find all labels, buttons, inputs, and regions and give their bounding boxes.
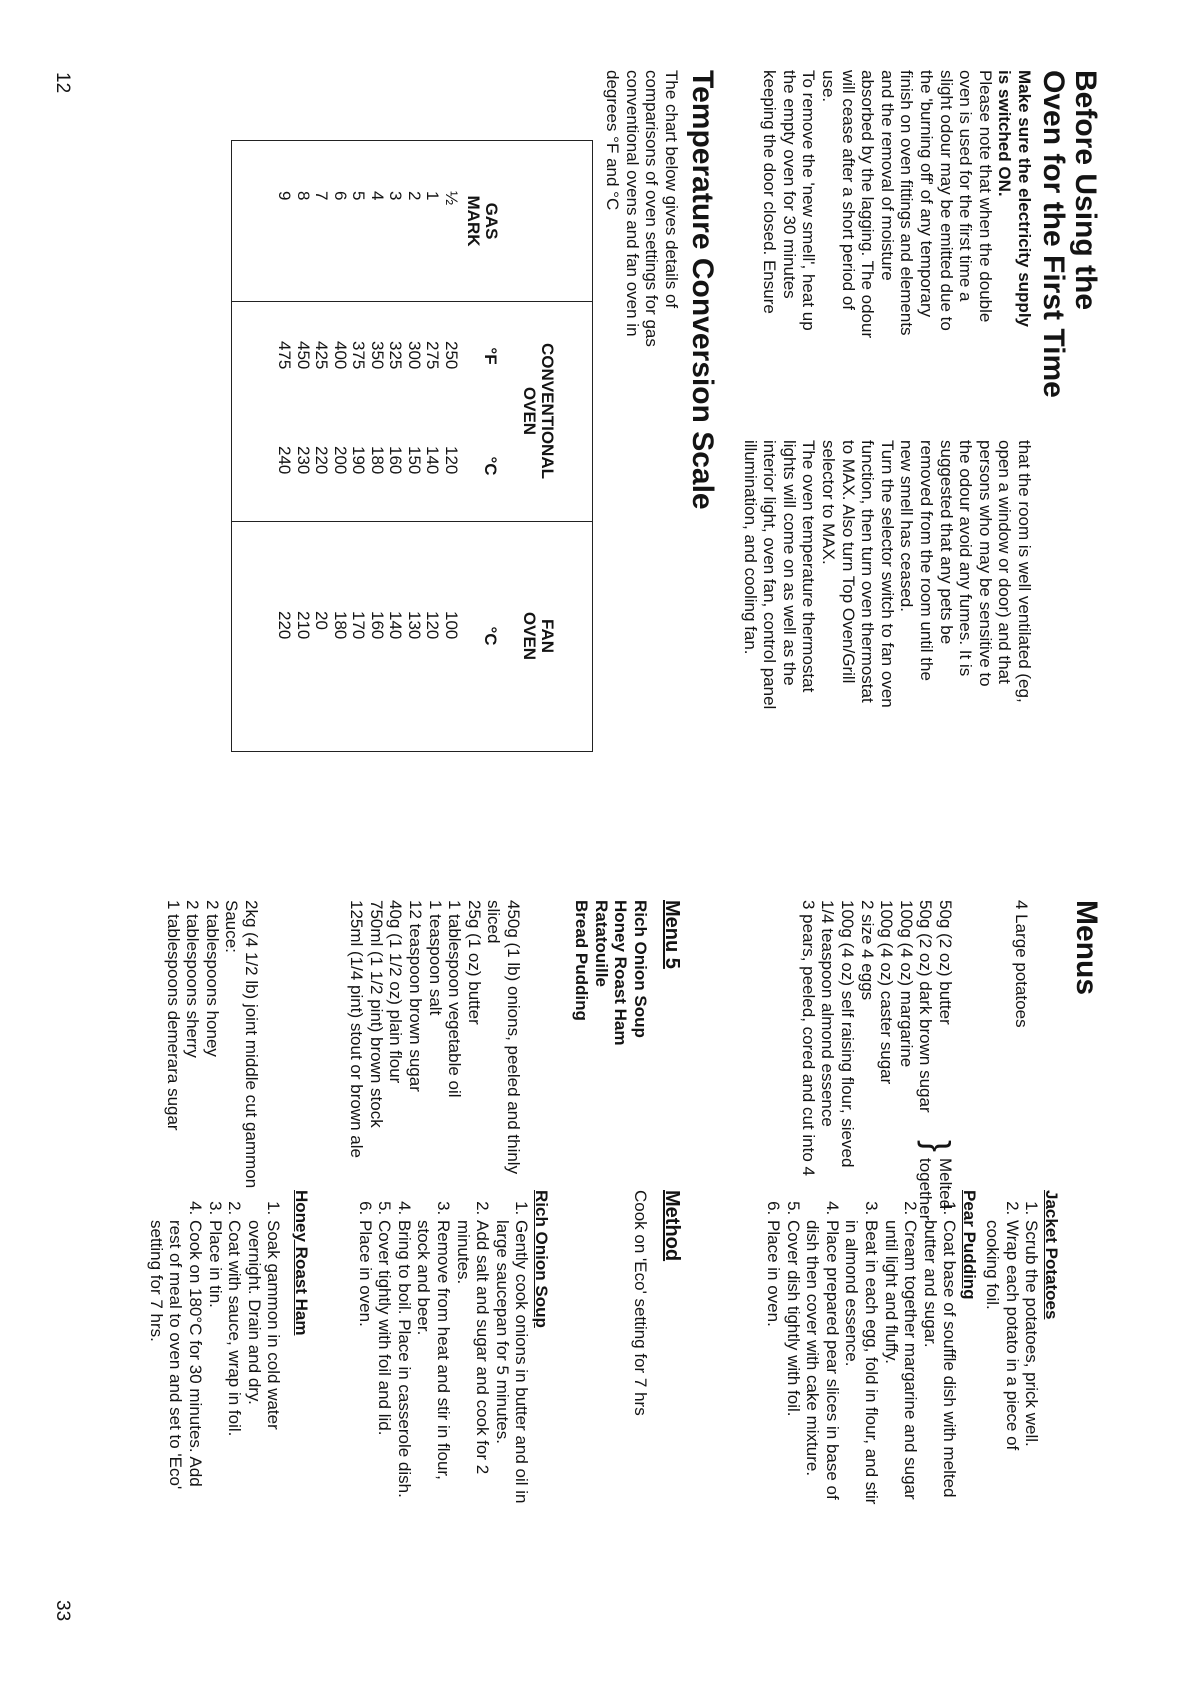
scale-intro [603,70,681,430]
gas-mark-cell: 2 [405,191,424,201]
soup-ingredient: 40g (1 1/2 oz) plain flour [386,900,406,1084]
fahrenheit-cell: 325 [386,341,406,370]
column-2-line: that the room is well ventilated (eg, [1015,440,1034,703]
header-conv-2: OVEN [520,386,539,436]
gas-mark-cell: 9 [275,191,295,201]
column-1-line: Please note that when the double [975,70,995,323]
fan-celsius-cell: 170 [349,611,369,640]
menu5-item: Rich Onion Soup [631,900,650,1038]
column-1-line: and the removal of moisture [877,70,897,281]
ham-step: 1. Soak gammon in cold water overnight. Drain and dry. [244,1220,283,1650]
pear-step: 2. Cream together margarine and sugar until light and fluffy. [881,1220,920,1630]
fan-celsius-cell: 100 [442,611,461,640]
fahrenheit-cell: 475 [275,341,295,370]
menu5-item: Ratatouille [591,900,611,987]
pear-ingredient: 2 size 4 eggs [857,900,877,1001]
soup-ingredient: 450g (1 lb) onions, peeled and thinly [504,900,523,1175]
pear-ingredient: 1/4 teaspoon almond essence [818,900,838,1127]
pear-ingredient: 100g (4 oz) self raising flour, sieved [838,900,858,1168]
column-1-line: oven is used for the first time a [956,70,976,302]
column-1-line: the 'burning off' of any temporary [917,70,937,318]
soup-heading: Rich Onion Soup [532,1190,551,1328]
fan-celsius-cell: 120 [423,611,443,640]
soup-ingredient: sliced [484,900,504,944]
header-conventional [520,301,556,521]
celsius-cell: 160 [386,446,406,475]
fan-celsius-cell: 130 [405,611,424,640]
gas-mark-cell: 7 [312,191,332,201]
column-1-line: finish on oven fittings and elements [897,70,917,336]
menu5-section [572,900,683,1045]
ham-step: 2. Coat with sauce, wrap in foil. [225,1220,245,1650]
intro-bold-2: is switched ON. [995,70,1015,197]
celsius-cell: 240 [275,446,295,475]
soup-steps [355,1190,531,1630]
celsius-cell: 190 [349,446,369,475]
gas-mark-cell: ½ [442,191,461,206]
fan-celsius-cell: 20 [312,611,332,630]
gas-mark-cell: 8 [294,191,313,201]
pear-step: 4. Place prepared pear slices in base of dish then cover with cake mixture. [803,1220,842,1630]
method-text: Cook on 'Eco' setting for 7 hrs [631,1190,650,1416]
brace-label [916,1158,955,1220]
header-fan-2: OVEN [520,611,539,661]
temperature-table [231,140,593,752]
column-2-line: lights will come on as well as the [779,440,799,686]
column-1-line: keeping the door closed. Ensure [760,70,780,314]
celsius-cell: 140 [423,446,443,475]
header-f: °F [481,347,500,365]
ham-ingredient: 1 tablespoons demerara sugar [163,900,183,1131]
pear-ingredient: 50g (2 oz) butter [936,900,955,1025]
brace-icon: } [917,1140,958,1153]
fahrenheit-cell: 250 [442,341,461,370]
celsius-cell: 220 [312,446,332,475]
column-2-line: The oven temperature thermostat [799,440,819,693]
ham-ingredient: Sauce: [222,900,242,953]
pear-step: 3. Beat in each egg, fold in flour, and stir in almond essence. [842,1220,881,1630]
fahrenheit-cell: 425 [312,341,332,370]
column-1-line: use. [819,70,839,103]
soup-step: 3. Remove from heat and stir in flour, stock and beer. [414,1220,453,1630]
method-heading: Method [661,1190,683,1262]
soup-step: 4. Bring to boil. Place in casserole dish. [394,1220,414,1630]
ham-steps [146,1190,283,1650]
title-line-1: Before Using the [1069,70,1102,311]
fahrenheit-cell: 350 [368,341,387,370]
menu5-item: Honey Roast Ham [611,900,631,1046]
scale-intro-line: The chart below gives details of [662,70,681,309]
column-2-line: the odour avoid any fumes. It is [956,440,976,677]
ham-step: 3. Place in tin. [205,1220,225,1650]
column-1-line: will cease after a short period of [838,70,858,311]
column-1-line: To remove the 'new smell', heat up [799,70,819,331]
celsius-cell: 200 [331,446,350,475]
pear-step: 1. Coat base of souffle dish with melted butter and sugar. [920,1220,959,1630]
menu5-item: Bread Pudding [572,900,592,1021]
soup-step: 1. Gently cook onions in butter and oil in large saucepan for 5 minutes. [492,1220,531,1630]
title-line-2: Oven for the First Time [1037,70,1070,398]
header-c: °C [481,456,500,476]
header-gas [464,141,500,301]
soup-ingredient: 125ml (1/4 pint) stout or brown ale [347,900,367,1158]
soup-ingredient: 12 teaspoon brown sugar [406,900,426,1092]
column-1-line: slight odour may be emitted due to [936,70,956,331]
menu5-items [572,900,650,1045]
column-2-line: persons who may be sensitive to [975,440,995,687]
jacket-potatoes-section [983,1190,1061,1610]
fan-celsius-cell: 210 [294,611,313,640]
jacket-step: 2. Wrap each potato in a piece of cooking foil. [983,1220,1022,1610]
soup-ingredient: 25g (1 oz) butter [464,900,484,1025]
ham-ingredient: 2 tablespoons honey [202,900,222,1057]
column-2-lines [740,440,1034,800]
column-2-line: new smell has ceased. [897,440,917,612]
column-1-line: the empty oven for 30 minutes [779,70,799,299]
gas-mark-cell: 5 [349,191,369,201]
pear-steps [763,1190,959,1630]
left-column-1 [760,70,1034,430]
ham-heading: Honey Roast Ham [292,1190,311,1336]
header-fan-1: FAN [538,619,557,653]
ham-ingredient: 2 tablespoons sherry [183,900,203,1058]
soup-step: 5. Cover tightly with foil and lid. [375,1220,395,1630]
column-2-line: function, then turn oven thermostat [858,440,878,703]
column-1-line: absorbed by the lagging. The odour [858,70,878,339]
column-2-line: illumination, and cooling fan. [740,440,760,655]
header-conv-1: CONVENTIONAL [538,343,557,479]
pear-step: 5. Cover dish tightly with foil. [783,1220,803,1630]
column-1-lines [760,70,995,430]
jacket-step: 1. Scrub the potatoes, prick well. [1022,1220,1042,1610]
ham-ingredient: 2kg (4 1/2 lb) joint middle cut gammon [242,900,261,1189]
fan-column [275,611,460,661]
scale-intro-line: comparisons of oven settings for gas [642,70,662,347]
gas-mark-cell: 4 [368,191,387,201]
c-column [275,446,460,496]
fahrenheit-cell: 375 [349,341,369,370]
pear-heading: Pear Pudding [960,1190,979,1300]
fahrenheit-cell: 400 [331,341,350,370]
ham-step: 4. Cook on 180°C for 30 minutes. Add rest of meal to oven and set to 'Eco' setting for 7 hrs. [146,1220,205,1650]
pear-pudding-section [763,1190,979,1630]
left-page-number: 12 [52,72,73,94]
pear-ingredient: 50g (2 oz) dark brown sugar [916,900,936,1113]
menus-title: Menus [1070,900,1103,996]
fan-celsius-cell: 140 [386,611,406,640]
gas-mark-cell: 3 [386,191,406,201]
column-2-line: suggested that any pets be [936,440,956,645]
left-column-2 [740,440,1034,800]
menu5-heading: Menu 5 [661,900,683,969]
right-page-number: 33 [52,1600,73,1622]
intro-bold-1: Make sure the electricity supply [1015,70,1034,327]
scale-intro-line: conventional ovens and fan oven in [622,70,642,337]
f-column [275,341,460,391]
gas-mark-column [275,191,460,231]
jacket-ingredient: 4 Large potatoes [1012,900,1031,1028]
column-2-line: selector to MAX. [819,440,839,565]
fan-celsius-cell: 180 [331,611,350,640]
pear-step: 6. Place in oven. [763,1220,783,1630]
fahrenheit-cell: 300 [405,341,424,370]
header-fan-c: °C [481,626,500,646]
method-section [630,1190,683,1630]
soup-ingredient: 1 teaspoon salt [425,900,445,1016]
fahrenheit-cell: 450 [294,341,313,370]
header-gas-2: MARK [464,195,483,247]
brace-label-1: Melted [936,1158,955,1210]
fahrenheit-cell: 275 [423,341,443,370]
scale-intro-line: degrees °F and °C [603,70,623,211]
pear-ingredient: 100g (4 oz) caster sugar [877,900,897,1085]
column-2-line: removed from the room until the [917,440,937,681]
left-title [1037,70,1101,398]
honey-ham-section [146,1190,311,1650]
celsius-cell: 150 [405,446,424,475]
gas-mark-cell: 1 [423,191,443,201]
soup-ingredient: 750ml (1 1/2 pint) brown stock [366,900,386,1128]
ham-ingredients [163,900,261,1188]
header-fan [520,521,556,751]
soup-step: 2. Add salt and sugar and cook for 2 minutes. [453,1220,492,1630]
column-2-line: interior light, oven fan, control panel [760,440,780,710]
gas-mark-cell: 6 [331,191,350,201]
pear-ingredient: 100g (4 oz) margarine [896,900,916,1068]
column-2-line: open a window or door) and that [995,440,1015,684]
scale-title: Temperature Conversion Scale [686,70,719,510]
header-gas-1: GAS [482,202,501,240]
pear-ingredient: 3 pears, peeled, cored and cut into 4 [798,900,818,1176]
pear-ingredients [798,900,958,1176]
column-2-line: Turn the selector switch to fan oven [877,440,897,708]
fan-celsius-cell: 160 [368,611,387,640]
jacket-heading: Jacket Potatoes [1042,1190,1061,1320]
fan-celsius-cell: 220 [275,611,295,640]
onion-soup-section [355,1190,551,1630]
soup-step: 6. Place in oven. [355,1220,375,1630]
soup-ingredient: 1 tablespoon vegetable oil [445,900,465,1098]
celsius-cell: 120 [442,446,461,475]
soup-ingredients [347,900,523,1174]
column-2-line: to MAX. Also turn Top Oven/Grill [838,440,858,684]
brace-label-2: together [916,1158,936,1221]
jacket-steps [983,1190,1042,1610]
celsius-cell: 230 [294,446,313,475]
celsius-cell: 180 [368,446,387,475]
